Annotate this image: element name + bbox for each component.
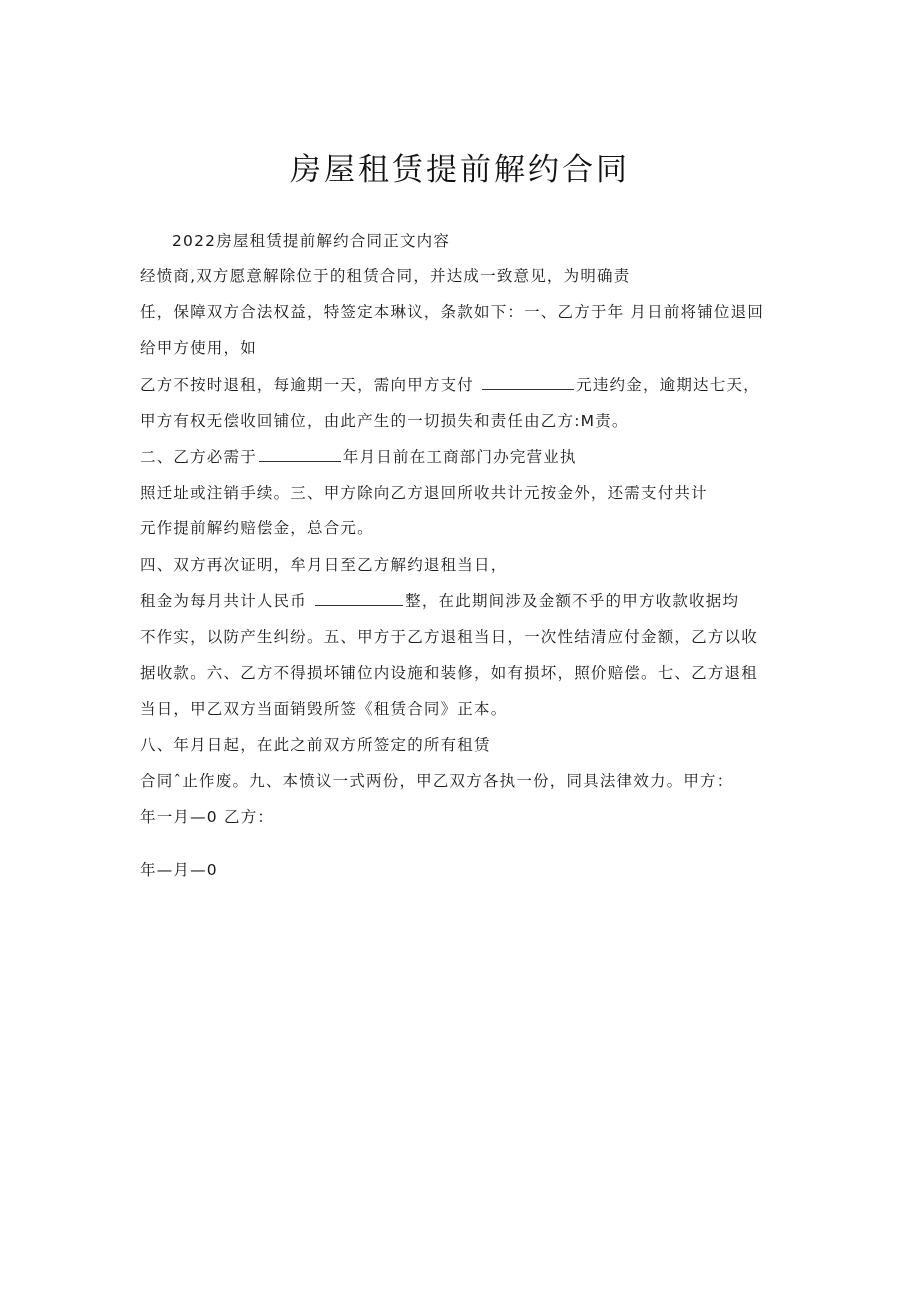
body-line-10 (140, 591, 739, 611)
body-line-4-text-a: 乙方不按时退租，每逾期一天，需向甲方支付 (140, 376, 481, 394)
body-line-7-text: 照迁址或注销手续。三、甲方除向乙方退回所收共计元按金外，还需支付共计 (140, 484, 708, 502)
body-line-2 (140, 302, 764, 322)
body-line-3-text: 给甲方使用，如 (140, 339, 257, 357)
fill-in-blank (482, 375, 574, 390)
body-line-11-text: 不作实，以防产生纠纷。五、甲方于乙方退租当日，一次性结清应付金额，乙方以收 (140, 628, 758, 646)
body-line-13 (140, 699, 507, 719)
body-line-14 (140, 735, 491, 755)
body-line-10-text-a: 租金为每月共计人民币 (140, 592, 314, 610)
body-line-6-text-b: 年月日前在工商部门办完营业执 (342, 448, 577, 466)
body-line-8 (140, 518, 374, 538)
body-line-9-text: 四、双方再次证明，牟月日至乙方解约退租当日， (140, 556, 508, 574)
body-line-14-text: 八、年月日起，在此之前双方所签定的所有租赁 (140, 736, 491, 754)
body-line-2-text: 任，保障双方合法权益，特签定本琳议，条款如下：一、乙方于年 月日前将铺位退回 (140, 303, 765, 321)
body-line-4 (140, 375, 760, 395)
body-line-12-text: 据收款。六、乙方不得损坏铺位内设施和装修，如有损坏，照价赔偿。七、乙方退租 (140, 664, 758, 682)
body-line-9 (140, 555, 507, 575)
body-line-5-text: 甲方有权无偿收回铺位，由此产生的一切损失和责任由乙方:M责。 (140, 412, 629, 430)
body-line-12 (140, 663, 758, 683)
body-line-1 (140, 266, 630, 286)
signature-line-2-text: 年—月—0 (140, 861, 218, 879)
body-line-11 (140, 627, 758, 647)
body-line-3 (140, 338, 257, 358)
signature-line-1 (140, 807, 274, 827)
document-title: 房屋租赁提前解约合同 (290, 152, 630, 188)
body-line-5 (140, 411, 629, 431)
fill-in-blank (259, 447, 341, 462)
body-line-1-text: 经愤商,双方愿意解除位于的租赁合同，并达成一致意见，为明确责 (140, 267, 631, 285)
body-line-15 (140, 771, 733, 791)
body-line-8-text: 元作提前解约赔偿金，总合元。 (140, 519, 374, 537)
body-line-7 (140, 483, 708, 503)
signature-line-1-text: 年一月—0 乙方： (140, 808, 275, 826)
body-line-6-text-a: 二、乙方必需于 (140, 448, 257, 466)
body-line-4-text-b: 元违约金，逾期达七天， (576, 376, 760, 394)
body-line-6 (140, 447, 577, 467)
body-line-13-text: 当日，甲乙双方当面销毁所签《租赁合同》正本。 (140, 700, 508, 718)
document-subtitle: 2022房屋租赁提前解约合同正文内容 (172, 232, 451, 250)
signature-line-2 (140, 860, 218, 880)
body-line-15-text: 合同ˆ止作废。九、本愤议一式两份，甲乙双方各执一份，同具法律效力。甲方： (140, 772, 734, 790)
fill-in-blank (315, 591, 403, 606)
body-line-10-text-b: 整，在此期间涉及金额不乎的甲方收款收据均 (405, 592, 740, 610)
